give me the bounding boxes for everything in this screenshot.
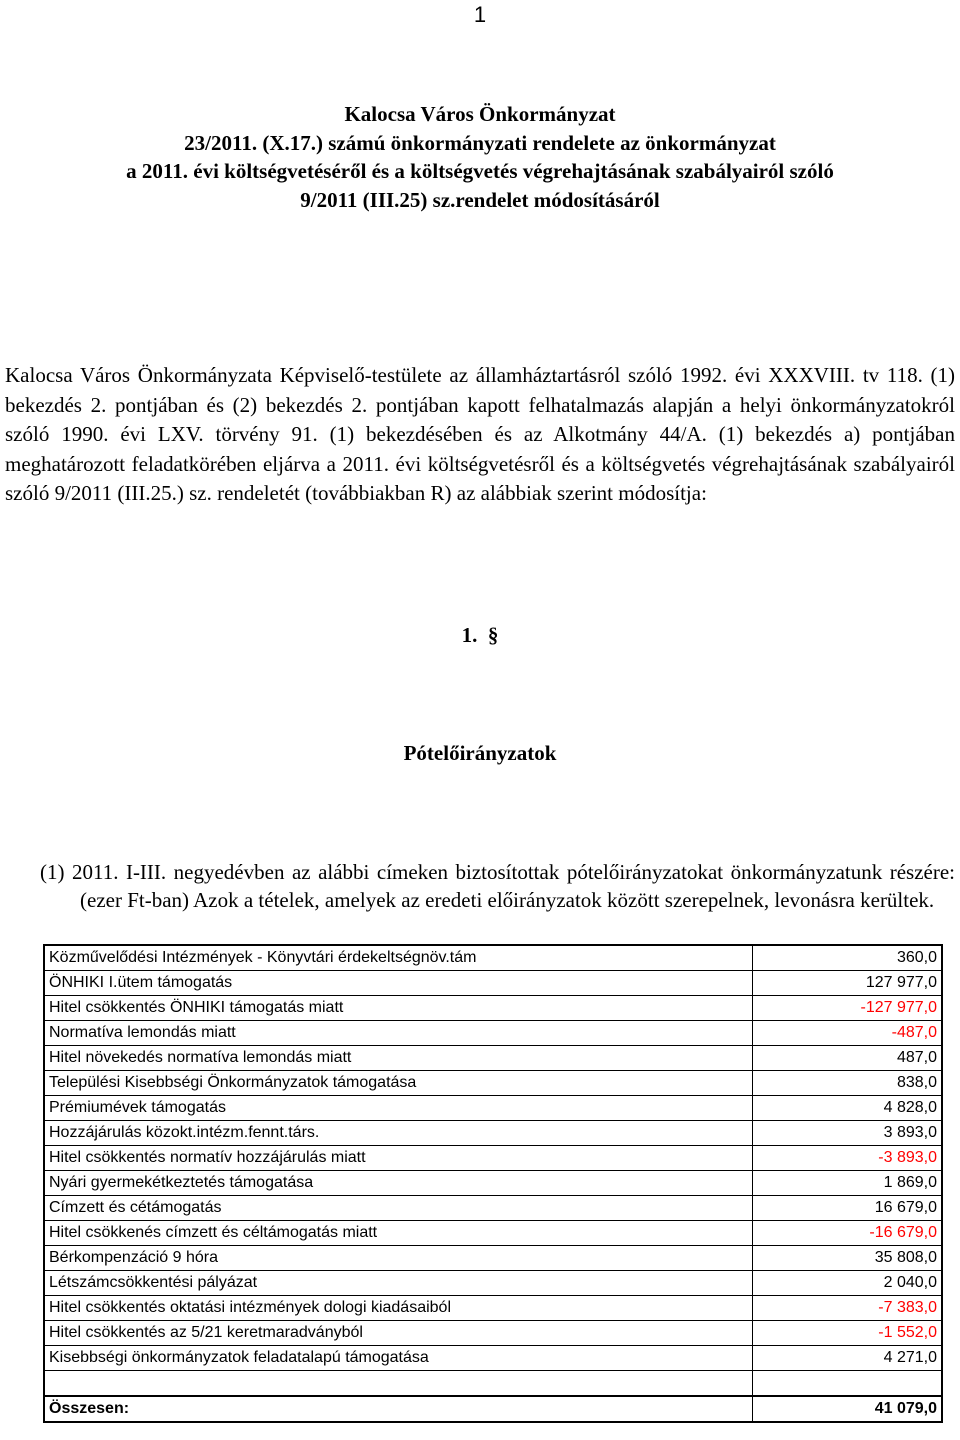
table-row (44, 1046, 942, 1071)
row-label: Hitel csökkenés címzett és céltámogatás miatt (44, 1221, 753, 1246)
row-label: Hitel csökkentés az 5/21 keretmaradványból (44, 1321, 753, 1346)
row-amount: 35 808,0 (753, 1246, 943, 1271)
blank-row (44, 1371, 942, 1397)
page-number: 1 (473, 2, 487, 27)
row-amount: 1 869,0 (753, 1171, 943, 1196)
table-row (44, 1196, 942, 1221)
appropriations-table (43, 944, 943, 1423)
table-row (44, 996, 942, 1021)
row-label: Közművelődési Intézmények - Könyvtári érdekeltségnöv.tám (44, 945, 753, 971)
paragraph-1: (1) 2011. I-III. negyedévben az alábbi címeken biztosítottak pótelőirányzatokat önkormányzatunk részére: (ezer Ft-ban) Azok a tételek, amelyek az eredeti előirányzatok között szerepelnek, levonásra kerültek. (40, 860, 955, 912)
table-row (44, 1021, 942, 1046)
row-amount: -1 552,0 (753, 1321, 943, 1346)
blank-cell (44, 1371, 753, 1397)
table-row (44, 1221, 942, 1246)
row-amount: -487,0 (753, 1021, 943, 1046)
row-amount: 838,0 (753, 1071, 943, 1096)
preamble-text: Kalocsa Város Önkormányzata Képviselő-testülete az államháztartásról szóló 1992. évi XXXVIII. tv 118. (1) bekezdés 2. pontjában és (2) bekezdés 2. pontjában kapott felhatalmazás alapján a helyi önkormányzatokról szóló 1990. évi LXV. törvény 91. (1) bekezdésében és az Alkotmány 44/A. (1) bekezdés a) pontjában meghatározott feladatkörében eljárva a 2011. évi költségvetésről és a költségvetés végrehajtásának szabályairól szóló 9/2011 (III.25.) sz. rendeletét (továbbiakban R) az alábbiak szerint módosítja: (5, 363, 955, 505)
row-label: Települési Kisebbségi Önkormányzatok támogatása (44, 1071, 753, 1096)
row-amount: -16 679,0 (753, 1221, 943, 1246)
table-row (44, 1271, 942, 1296)
table-body (44, 945, 942, 1422)
row-label: Hitel csökkentés ÖNHIKI támogatás miatt (44, 996, 753, 1021)
row-label: Címzett és cétámogatás (44, 1196, 753, 1221)
row-label: Hozzájárulás közokt.intézm.fennt.társ. (44, 1121, 753, 1146)
title-line-2: 23/2011. (X.17.) számú önkormányzati rendelete az önkormányzat (184, 130, 776, 155)
table-row (44, 1321, 942, 1346)
row-label: Hitel növekedés normatíva lemondás miatt (44, 1046, 753, 1071)
row-amount: -3 893,0 (753, 1146, 943, 1171)
table-row (44, 1121, 942, 1146)
total-label: Összesen: (44, 1396, 753, 1422)
title-line-3: a 2011. évi költségvetéséről és a költségvetés végrehajtásának szabályairól szóló (126, 159, 834, 183)
row-amount: 4 828,0 (753, 1096, 943, 1121)
row-amount: 487,0 (753, 1046, 943, 1071)
row-amount: 2 040,0 (753, 1271, 943, 1296)
table-row (44, 1346, 942, 1371)
table-row (44, 971, 942, 996)
table-row (44, 1071, 942, 1096)
blank-cell (753, 1371, 943, 1397)
row-amount: 4 271,0 (753, 1346, 943, 1371)
section-title: Pótelőirányzatok (403, 741, 557, 765)
row-amount: -7 383,0 (753, 1296, 943, 1321)
title-line-4: 9/2011 (III.25) sz.rendelet módosításáról (300, 187, 660, 212)
table-row (44, 1171, 942, 1196)
row-amount: 127 977,0 (753, 971, 943, 996)
row-label: Bérkompenzáció 9 hóra (44, 1246, 753, 1271)
table-row (44, 1296, 942, 1321)
row-label: Létszámcsökkentési pályázat (44, 1271, 753, 1296)
row-label: Kisebbségi önkormányzatok feladatalapú támogatása (44, 1346, 753, 1371)
row-amount: -127 977,0 (753, 996, 943, 1021)
row-label: Normatíva lemondás miatt (44, 1021, 753, 1046)
total-row (44, 1396, 942, 1422)
table-row (44, 1096, 942, 1121)
row-label: Hitel csökkentés normatív hozzájárulás miatt (44, 1146, 753, 1171)
title-line-1: Kalocsa Város Önkormányzat (344, 102, 616, 126)
document-title (0, 100, 960, 214)
row-label: ÖNHIKI I.ütem támogatás (44, 971, 753, 996)
row-amount: 360,0 (753, 945, 943, 971)
row-amount: 16 679,0 (753, 1196, 943, 1221)
row-label: Nyári gyermekétkeztetés támogatása (44, 1171, 753, 1196)
section-number (0, 623, 960, 648)
table-row (44, 1146, 942, 1171)
table-row (44, 1246, 942, 1271)
table-row (44, 945, 942, 971)
section-symbol: § (487, 623, 499, 647)
total-amount: 41 079,0 (753, 1396, 943, 1422)
section-number-value: 1. (461, 623, 478, 647)
row-label: Hitel csökkentés oktatási intézmények dologi kiadásaiból (44, 1296, 753, 1321)
row-amount: 3 893,0 (753, 1121, 943, 1146)
row-label: Prémiumévek támogatás (44, 1096, 753, 1121)
